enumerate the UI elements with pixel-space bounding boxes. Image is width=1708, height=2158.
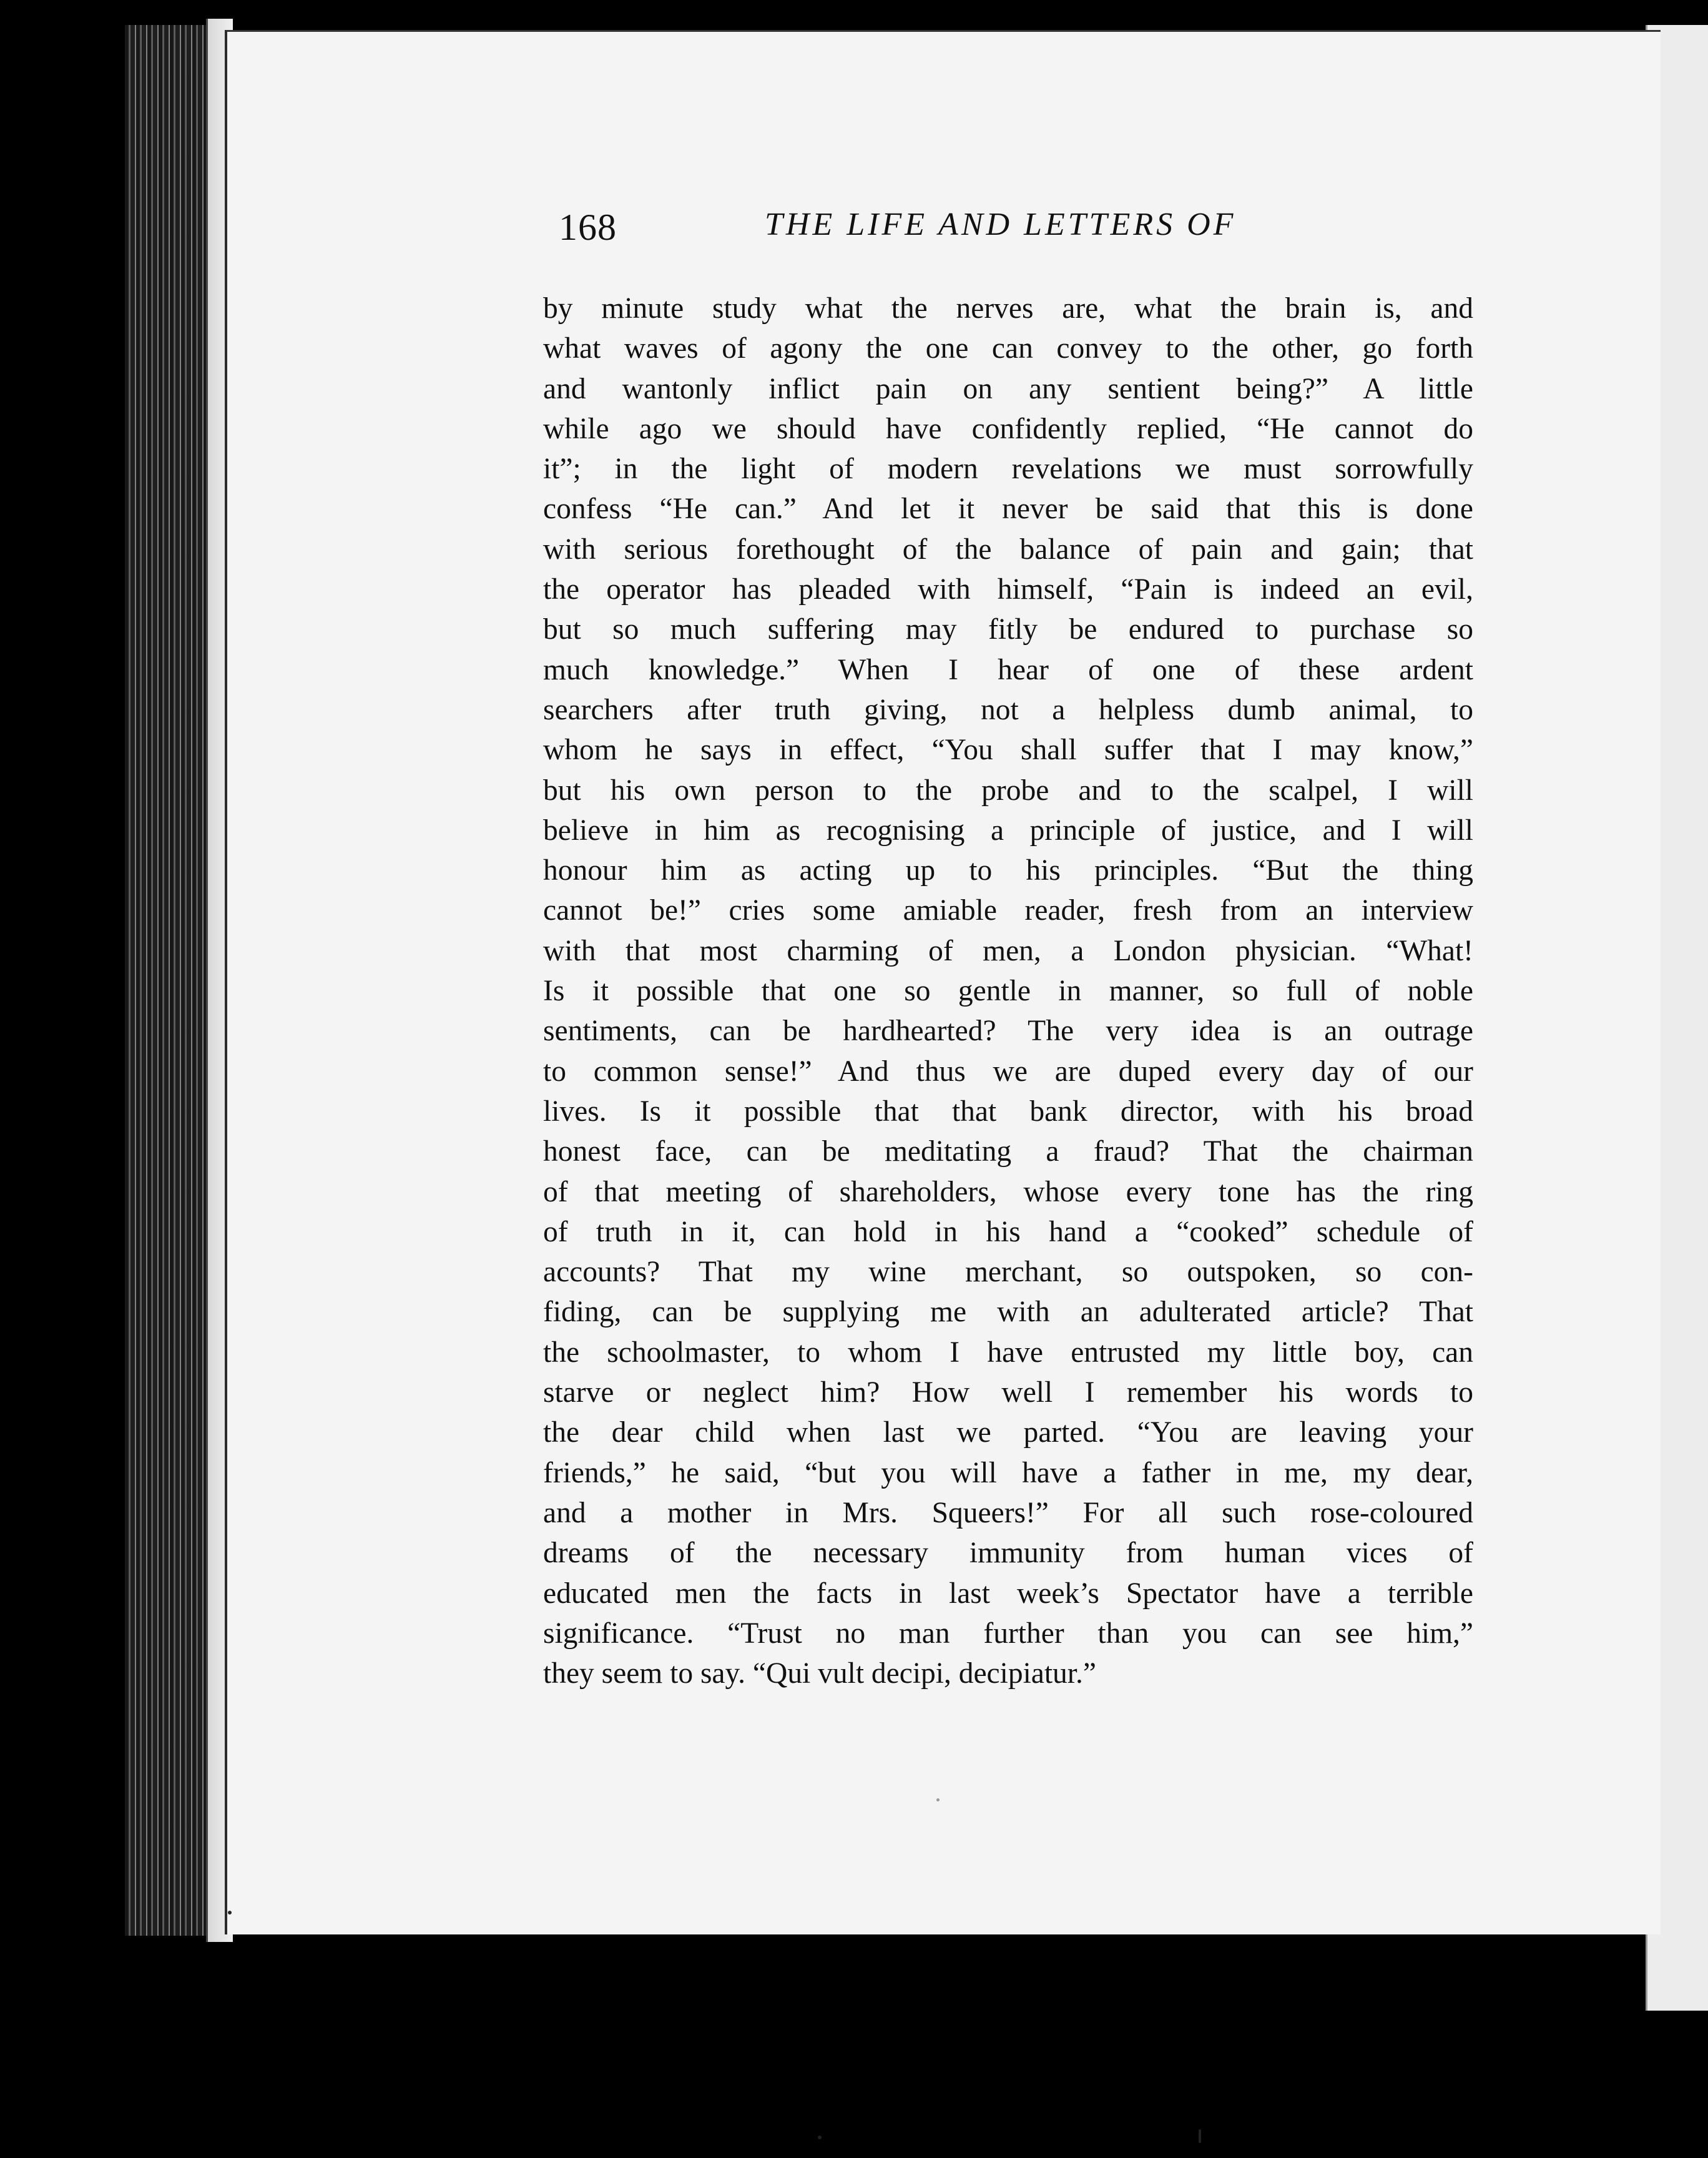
body-text xyxy=(543,288,1473,1693)
text-line: it”; in the light of modern revelations we must sorrowfully xyxy=(543,453,1473,486)
text-line: friends,” he said, “but you will have a father in me, my dear, xyxy=(543,1456,1473,1489)
text-line: with that most charming of men, a London physician. “What! xyxy=(543,934,1473,967)
text-line: much knowledge.” When I hear of one of these ardent xyxy=(543,653,1473,686)
text-line: the operator has pleaded with himself, “Pain is indeed an evil, xyxy=(543,573,1473,606)
text-line: and a mother in Mrs. Squeers!” For all such rose-coloured xyxy=(543,1496,1473,1529)
text-line: confess “He can.” And let it never be said that this is done xyxy=(543,493,1473,526)
text-line: but so much suffering may fitly be endured to purchase so xyxy=(543,613,1473,646)
text-line: educated men the facts in last week’s Spectator have a terrible xyxy=(543,1577,1473,1610)
text-line: accounts? That my wine merchant, so outspoken, so con- xyxy=(543,1256,1473,1289)
running-head xyxy=(559,206,1270,262)
text-line: and wantonly inflict pain on any sentient being?” A little xyxy=(543,372,1473,405)
text-line: fiding, can be supplying me with an adulterated article? That xyxy=(543,1296,1473,1329)
text-line: but his own person to the probe and to the scalpel, I will xyxy=(543,774,1473,807)
scan-speck xyxy=(1199,2129,1201,2143)
text-line: with serious forethought of the balance of pain and gain; that xyxy=(543,533,1473,566)
page-number: 168 xyxy=(559,207,617,248)
text-line: by minute study what the nerves are, what the brain is, and xyxy=(543,292,1473,325)
text-line: what waves of agony the one can convey to the other, go forth xyxy=(543,332,1473,365)
text-line: searchers after truth giving, not a helpless dumb animal, to xyxy=(543,693,1473,726)
text-line: honour him as acting up to his principles. “But the thing xyxy=(543,854,1473,887)
text-line: of that meeting of shareholders, whose every tone has the ring xyxy=(543,1175,1473,1208)
text-line: Is it possible that one so gentle in manner, so full of noble xyxy=(543,975,1473,1008)
text-line: to common sense!” And thus we are duped every day of our xyxy=(543,1055,1473,1088)
running-title: THE LIFE AND LETTERS OF xyxy=(765,207,1237,242)
text-line: dreams of the necessary immunity from human vices of xyxy=(543,1537,1473,1570)
text-line: honest face, can be meditating a fraud? That the chairman xyxy=(543,1135,1473,1168)
text-line: while ago we should have confidently replied, “He cannot do xyxy=(543,412,1473,445)
text-line: significance. “Trust no man further than you can see him,” xyxy=(543,1617,1473,1650)
text-line: they seem to say. “Qui vult decipi, decipiatur.” xyxy=(543,1657,1096,1690)
scan-speck xyxy=(936,1798,940,1801)
text-line: whom he says in effect, “You shall suffer that I may know,” xyxy=(543,734,1473,767)
text-line: cannot be!” cries some amiable reader, fresh from an interview xyxy=(543,894,1473,927)
scan-speck xyxy=(818,2136,822,2139)
text-line: starve or neglect him? How well I remember his words to xyxy=(543,1376,1473,1409)
text-line: lives. Is it possible that that bank director, with his broad xyxy=(543,1095,1473,1128)
text-line: sentiments, can be hardhearted? The very idea is an outrage xyxy=(543,1015,1473,1048)
text-line: of truth in it, can hold in his hand a “cooked” schedule of xyxy=(543,1215,1473,1248)
text-line: the schoolmaster, to whom I have entrusted my little boy, can xyxy=(543,1336,1473,1369)
scan-speck xyxy=(228,1911,232,1914)
text-line: the dear child when last we parted. “You are leaving your xyxy=(543,1416,1473,1449)
text-line: believe in him as recognising a principle of justice, and I will xyxy=(543,814,1473,847)
